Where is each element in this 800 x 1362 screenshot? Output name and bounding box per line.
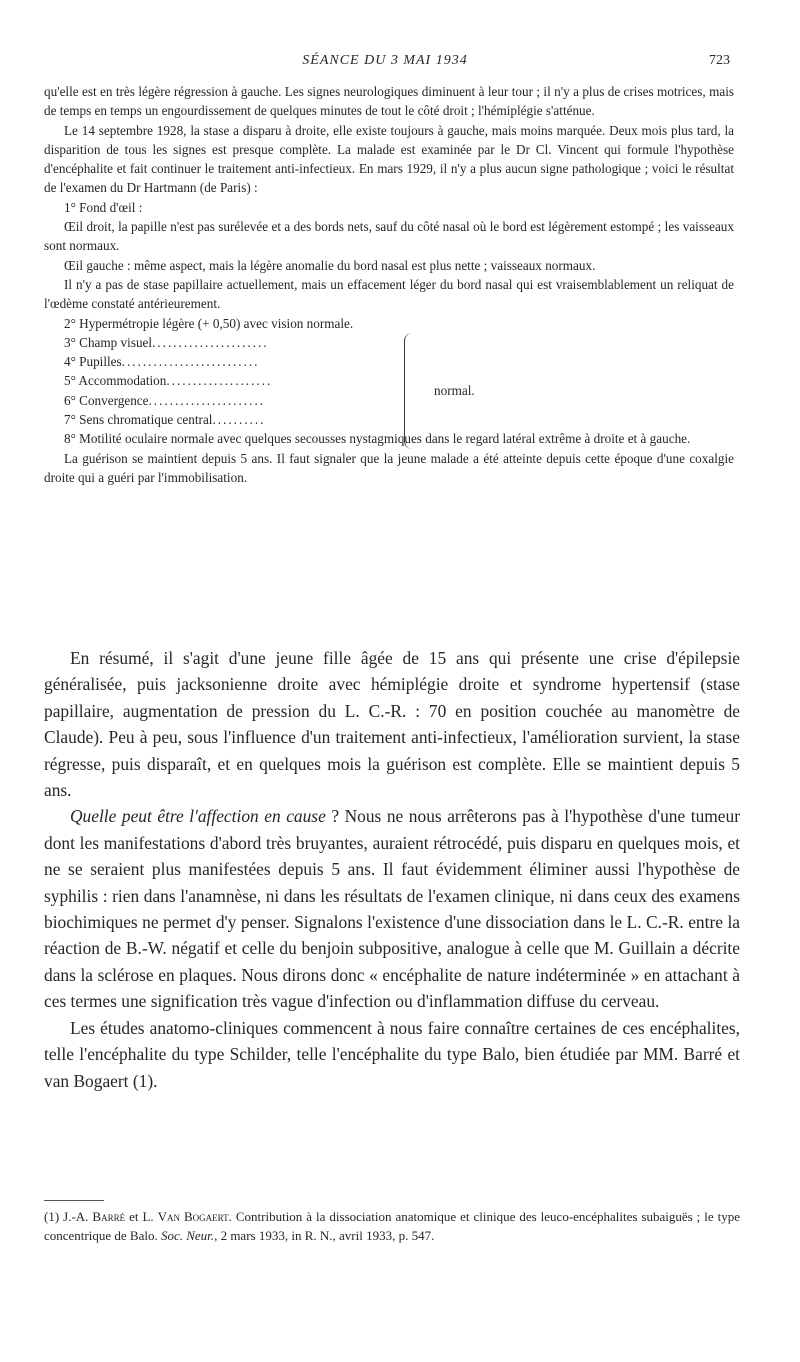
list-item: 6° Convergence...................... (64, 392, 266, 408)
case-report-small-text (44, 82, 734, 487)
italic-question: Quelle peut être l'affection en cause (70, 806, 326, 827)
curly-brace (404, 333, 417, 449)
list-item: 2° Hypermétropie légère (+ 0,50) avec vision normale. (64, 315, 354, 331)
exam-list (44, 333, 734, 429)
list-item: 4° Pupilles.......................... (64, 354, 260, 370)
paragraph: 8° Motilité oculaire normale avec quelques secousses nystagmiques dans le regard latéral extrême à droite et à gauche. (64, 431, 691, 447)
paragraph: Quelle peut être l'affection en cause ? Nous ne nous arrêterons pas à l'hypothèse d'une tumeur dont les manifestations d'abord très bruyantes, auraient rétrocédé, puis disparu en quelques mois, et ne se seraient plus manifestées depuis 5 ans. Il faut évidemment éliminer aussi l'hypothèse de syphilis : rien dans l'anamnèse, ni dans les résultats de l'examen clinique, ni dans ceux des examens biochimiques ne permet d'y penser. Signalons l'existence d'une dissociation dans le L. C.-R. entre la réaction de B.-W. négatif et celle du benjoin subpositive, analogue à celle que M. Guillain a décrite dans la sclérose en plaques. Nous dirons donc « encéphalite de nature indéterminée » en attachant à ces termes une signification très vague d'infection ou d'inflammation diffuse du cerveau. (44, 806, 740, 1012)
paragraph: Les études anatomo-cliniques commencent à nous faire connaître certaines de ces encéphalites, telle l'encéphalite du type Schilder, telle l'encéphalite du type Balo, bien étudiée par MM. Barré et van Bogaert (1). (44, 1017, 740, 1091)
list-heading: 1° Fond d'œil : (64, 199, 143, 215)
discussion-text (44, 645, 740, 1094)
list-item: 7° Sens chromatique central.......... (64, 412, 266, 428)
paragraph: En résumé, il s'agit d'une jeune fille âgée de 15 ans qui présente une crise d'épilepsie généralisée, puis jacksonienne droite avec hémiplégie droite et syndrome hypertensif (stase papillaire, augmentation de pression du L. C.-R. : 70 en position couchée au manomètre de Claude). Peu à peu, sous l'influence d'un traitement anti-infectieux, l'amélioration survient, la stase régresse, puis disparaît, et en quelques mois la guérison est complète. Elle se maintient depuis 5 ans. (44, 648, 740, 801)
paragraph: Œil gauche : même aspect, mais la légère anomalie du bord nasal est plus nette ; vaisseaux normaux. (64, 257, 596, 273)
page-number: 723 (709, 53, 730, 68)
normal-label: normal. (434, 382, 475, 398)
paragraph: Œil droit, la papille n'est pas surélevée et a des bords nets, sauf du côté nasal où le bord est légèrement estompé ; les vaisseaux sont normaux. (44, 219, 734, 254)
paragraph: Il n'y a pas de stase papillaire actuellement, mais un effacement léger du bord nasal qui est vraisemblablement un reliquat de l'œdème constaté antérieurement. (44, 276, 734, 312)
running-header (40, 53, 730, 73)
paragraph: qu'elle est en très légère régression à gauche. Les signes neurologiques diminuent à leur tour ; il n'y a plus de crises motrices, mais de temps en temps un engourdissement de quelques minutes de tout le côté droit ; l'hémiplégie s'atténue. (44, 84, 734, 119)
header-title: SÉANCE DU 3 MAI 1934 (302, 53, 468, 68)
footnote: (1) J.-A. Barré et L. Van Bogaert. Contribution à la dissociation anatomique et clinique des leuco-encéphalites subaiguës ; le type concentrique de Balo. Soc. Neur., 2 mars 1933, in R. N., avril 1933, p. 547. (44, 1209, 740, 1243)
list-item: 3° Champ visuel...................... (64, 334, 269, 350)
paragraph: La guérison se maintient depuis 5 ans. Il faut signaler que la jeune malade a été atteinte depuis cette époque d'une coxalgie droite qui a guéri par l'immobilisation. (44, 450, 734, 485)
list-item: 5° Accommodation.................... (64, 373, 273, 389)
paragraph: Le 14 septembre 1928, la stase a disparu à droite, elle existe toujours à gauche, mais moins marquée. Deux mois plus tard, la disparition de tous les signes est presque complète. La malade est examinée par le Dr Cl. Vincent qui formule l'hypothèse d'encéphalite et fait continuer le traitement anti-infectieux. En mars 1929, il n'y a plus aucun signe pathologique ; voici le résultat de l'examen du Dr Hartmann (de Paris) : (44, 122, 734, 196)
footnote-separator (44, 1200, 104, 1201)
